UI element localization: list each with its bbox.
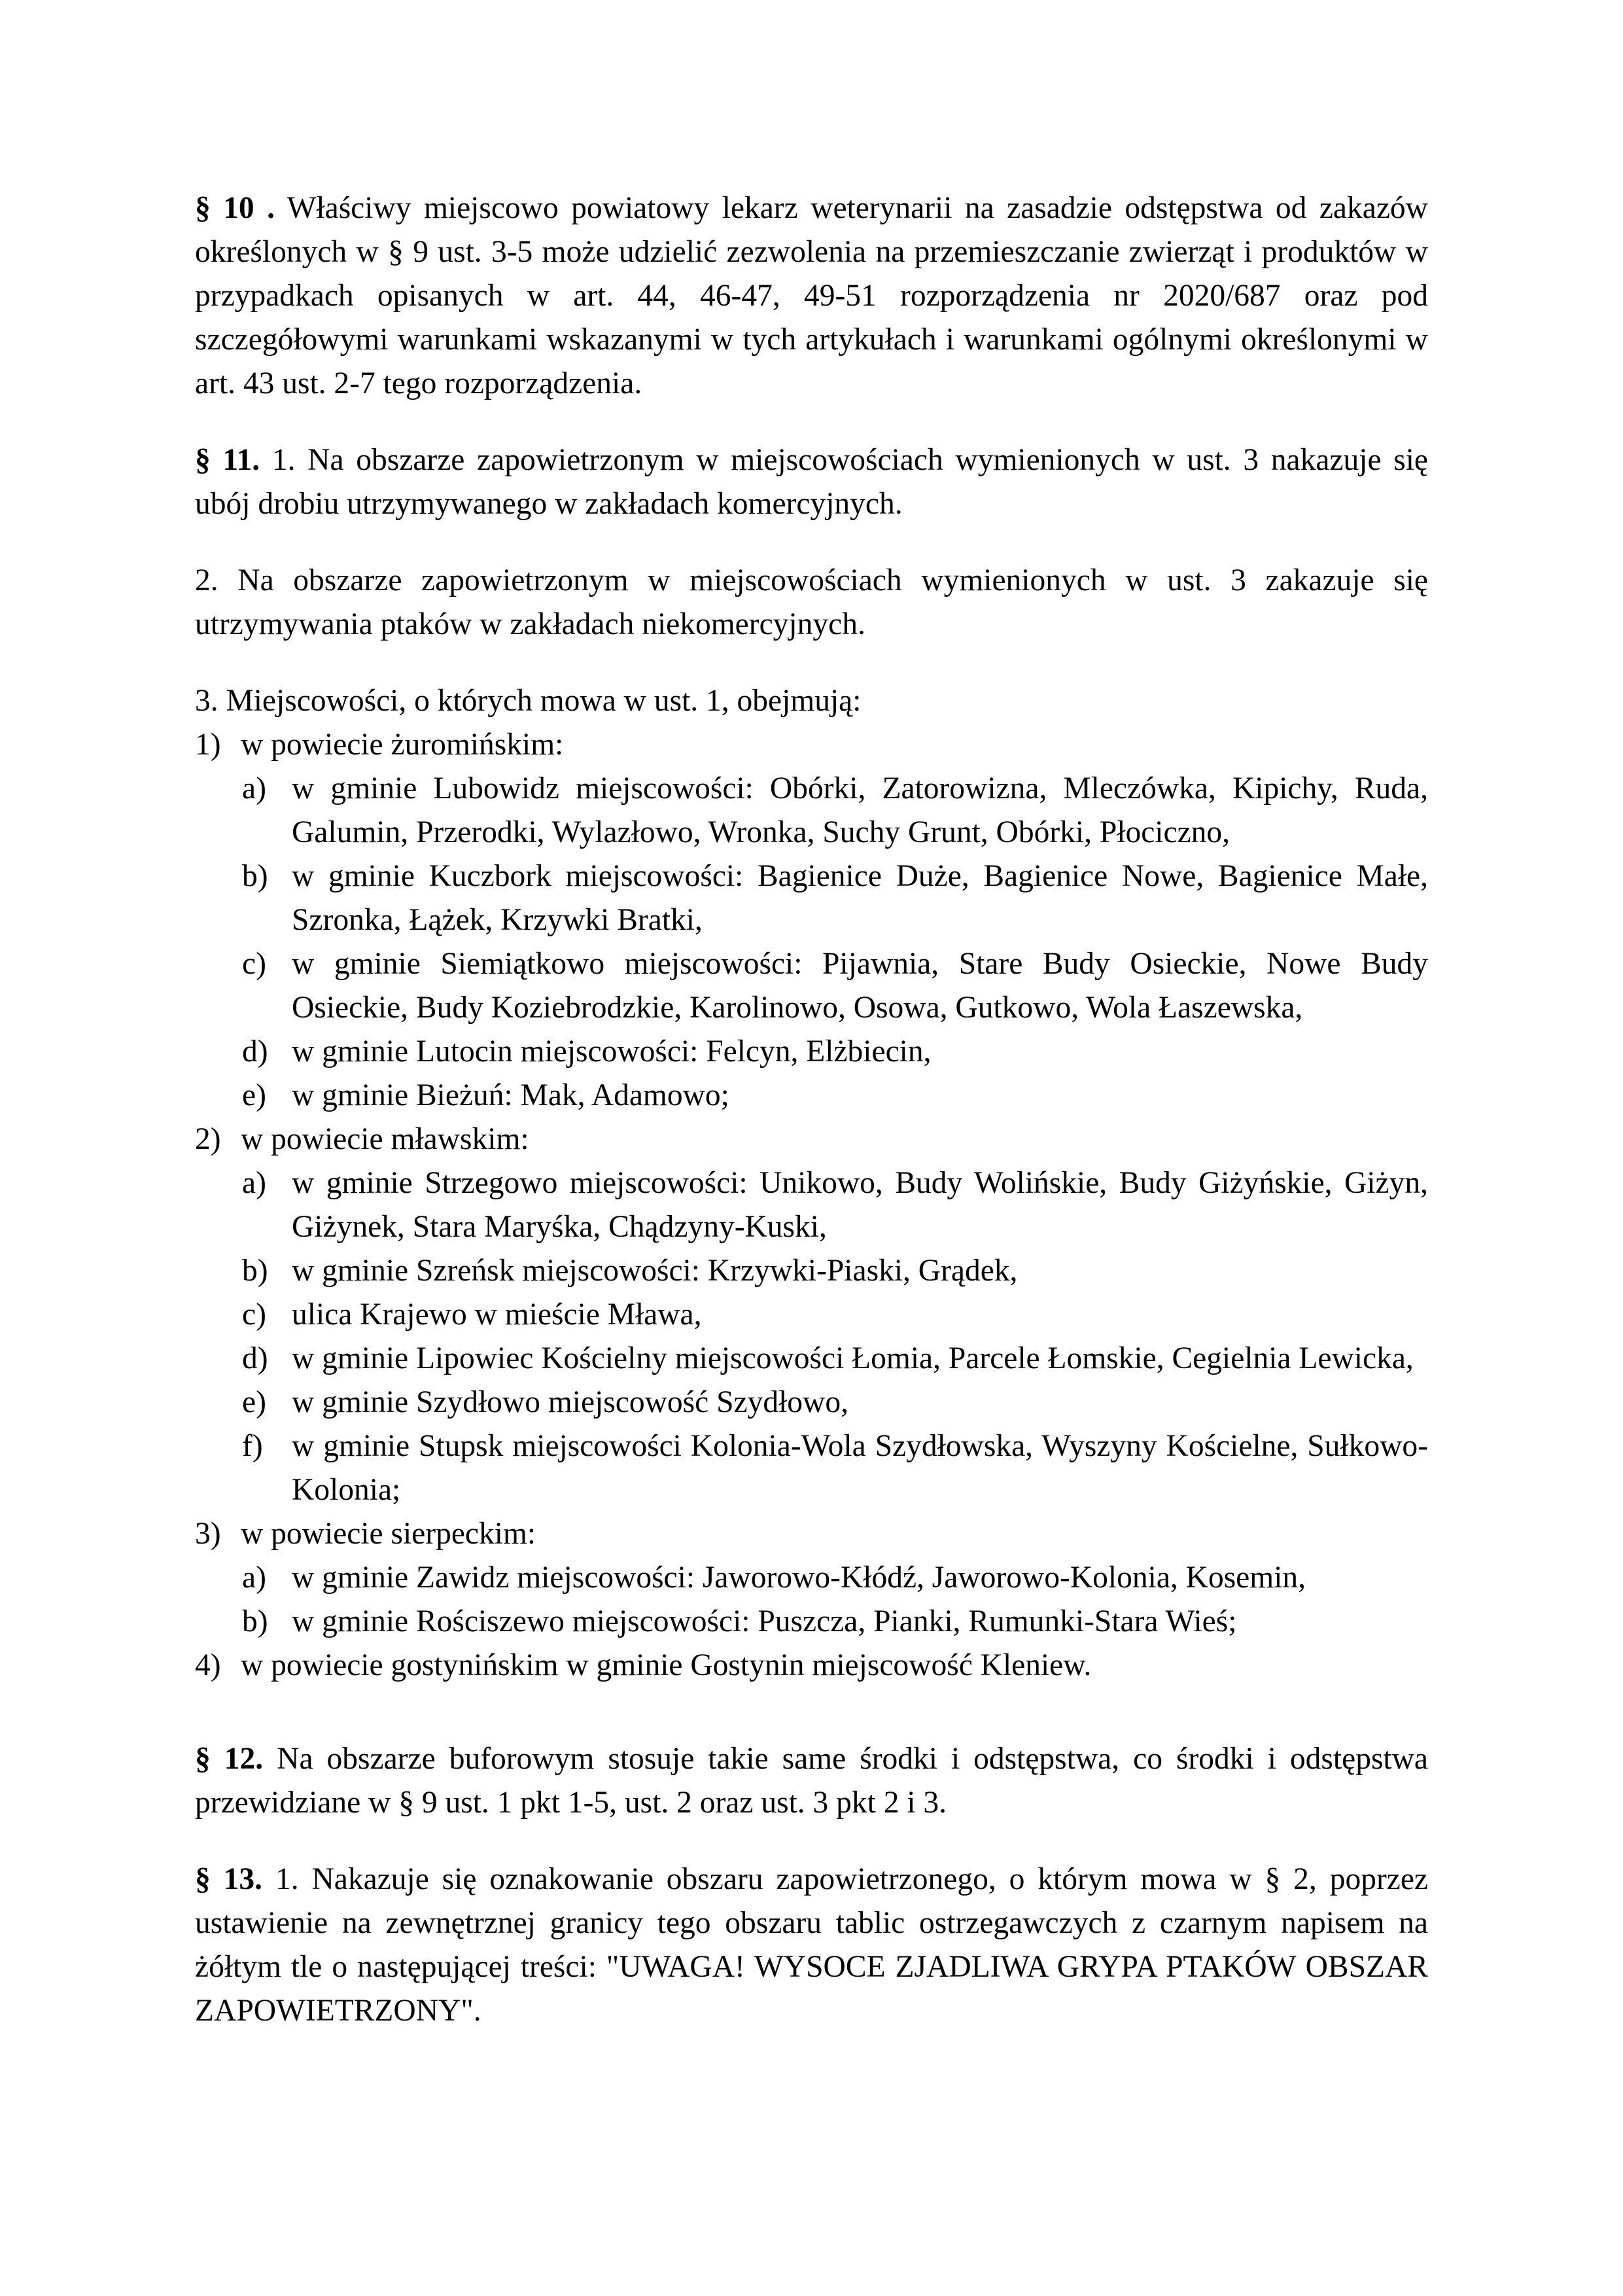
list-subitem: a) w gminie Lubowidz miejscowości: Obórki, Zatorowizna, Mleczówka, Kipichy, Ruda, Galumin, Przerodki, Wylazłowo, Wronka, Suchy Grunt, Obórki, Płociczno, bbox=[242, 771, 1428, 849]
paragraph-10 bbox=[195, 186, 1428, 406]
list-subitem: a) w gminie Zawidz miejscowości: Jaworowo-Kłódź, Jaworowo-Kolonia, Kosemin, bbox=[242, 1561, 1306, 1595]
paragraph-11-ust-3: 3. Miejscowości, o których mowa w ust. 1, obejmują: bbox=[195, 684, 862, 718]
paragraph-11-ust-1-text: 1. Na obszarze zapowietrzonym w miejscowościach wymienionych w ust. 3 nakazuje się ubój drobiu utrzymywanego w zakładach komercyjnych. bbox=[195, 443, 1428, 521]
list-subitem: b) w gminie Rościszewo miejscowości: Puszcza, Pianki, Rumunki-Stara Wieś; bbox=[242, 1604, 1237, 1638]
list-item: 1) w powiecie żuromińskim: bbox=[195, 728, 564, 762]
list-subitem: b) w gminie Kuczbork miejscowości: Bagienice Duże, Bagienice Nowe, Bagienice Małe, Szronka, Łążek, Krzywki Bratki, bbox=[242, 859, 1428, 937]
paragraph-13 bbox=[195, 1858, 1428, 2033]
list-subitem: e) w gminie Bieżuń: Mak, Adamowo; bbox=[242, 1078, 729, 1112]
list-item: 4) w powiecie gostynińskim w gminie Gostynin miejscowość Kleniew. bbox=[195, 1648, 1092, 1682]
list-subitem: b) w gminie Szreńsk miejscowości: Krzywki-Piaski, Grądek, bbox=[242, 1254, 1018, 1288]
list-subitem: e) w gminie Szydłowo miejscowość Szydłowo, bbox=[242, 1385, 848, 1419]
section-sign-12: § 12. bbox=[195, 1742, 264, 1776]
list-item: 2) w powiecie mławskim: bbox=[195, 1122, 529, 1156]
section-sign-13: § 13. bbox=[195, 1862, 263, 1896]
section-sign-11: § 11. bbox=[195, 443, 260, 477]
list-subitem: c) ulica Krajewo w mieście Mława, bbox=[242, 1298, 702, 1332]
list-subitem: d) w gminie Lutocin miejscowości: Felcyn, Elżbiecin, bbox=[242, 1034, 932, 1069]
list-subitem: d) w gminie Lipowiec Kościelny miejscowości Łomia, Parcele Łomskie, Cegielnia Lewicka, bbox=[242, 1341, 1414, 1375]
list-item: 3) w powiecie sierpeckim: bbox=[195, 1517, 536, 1551]
paragraph-12-text: Na obszarze buforowym stosuje takie same środki i odstępstwa, co środki i odstępstwa przewidziane w § 9 ust. 1 pkt 1-5, ust. 2 oraz ust. 3 pkt 2 i 3. bbox=[195, 1742, 1429, 1820]
locality-list bbox=[195, 723, 1428, 1687]
paragraph-11-ust-1 bbox=[195, 438, 1428, 526]
paragraph-10-text: Właściwy miejscowo powiatowy lekarz weterynarii na zasadzie odstępstwa od zakazów określonych w § 9 ust. 3-5 może udzielić zezwolenia na przemieszczanie zwierząt i produktów w przypadkach opisanych w art. 44, 46-47, 49-51 rozporządzenia nr 2020/687 oraz pod szczegółowymi warunkami wskazanymi w tych artykułach i warunkami ogólnymi określonymi w art. 43 ust. 2-7 tego rozporządzenia. bbox=[195, 191, 1428, 400]
paragraph-12 bbox=[195, 1737, 1428, 1825]
paragraph-11-ust-2: 2. Na obszarze zapowietrzonym w miejscowościach wymienionych w ust. 3 zakazuje się utrzymywania ptaków w zakładach niekomercyjnych. bbox=[195, 563, 1428, 641]
paragraph-13-text: 1. Nakazuje się oznakowanie obszaru zapowietrzonego, o którym mowa w § 2, poprzez ustawienie na zewnętrznej granicy tego obszaru tablic ostrzegawczych z czarnym napisem na żółtym tle o następującej treści: "UWAGA! WYSOCE ZJADLIWA GRYPA PTAKÓW OBSZAR ZAPOWIETRZONY". bbox=[195, 1862, 1429, 2028]
list-subitem: c) w gminie Siemiątkowo miejscowości: Pijawnia, Stare Budy Osieckie, Nowe Budy Osieckie, Budy Koziebrodzkie, Karolinowo, Osowa, Gutkowo, Wola Łaszewska, bbox=[242, 947, 1428, 1025]
list-subitem: f) w gminie Stupsk miejscowości Kolonia-Wola Szydłowska, Wyszyny Kościelne, Sułkowo-Kolonia; bbox=[242, 1429, 1428, 1507]
section-sign-10: § 10 . bbox=[195, 191, 275, 225]
list-subitem: a) w gminie Strzegowo miejscowości: Unikowo, Budy Wolińskie, Budy Giżyńskie, Giżyn, Giżynek, Stara Maryśka, Chądzyny-Kuski, bbox=[242, 1166, 1428, 1244]
